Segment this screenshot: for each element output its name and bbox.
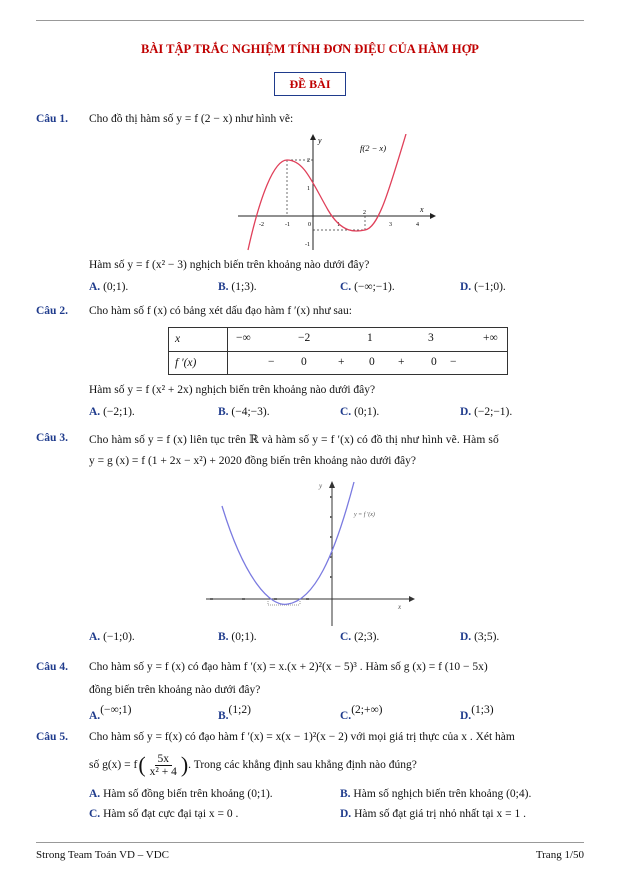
sign-table-x-value: −2 xyxy=(298,332,311,344)
document-title: BÀI TẬP TRẮC NGHIỆM TÍNH ĐƠN ĐIỆU CỦA HÀM HỢP xyxy=(141,42,479,56)
q5-text: Cho hàm số y = f(x) có đạo hàm f ′(x) = x(x − 1)²(x − 2) với mọi giá trị thực của x . Xét hàm xyxy=(89,731,515,743)
sign-table-sign: + xyxy=(338,355,345,368)
q1-tick: 1 xyxy=(337,222,340,228)
q5-fraction xyxy=(147,753,180,778)
q1-option-c-text: (−∞;−1). xyxy=(354,281,395,293)
q4-option-c-text: (2;+∞) xyxy=(351,704,383,716)
q1-option-c[interactable] xyxy=(340,281,395,293)
q4-label: Câu 4. xyxy=(36,661,68,673)
q3-x-arrow xyxy=(409,596,415,602)
q4-option-c[interactable] xyxy=(340,704,383,722)
q2-option-d-letter: D. xyxy=(460,406,472,418)
q4-text-2: đồng biến trên khoảng nào dưới đây? xyxy=(89,684,261,696)
q5-option-c-letter: C. xyxy=(89,808,101,820)
q1-x-arrow xyxy=(430,213,436,219)
q4-option-d[interactable] xyxy=(460,704,494,722)
q1-y-axis-label: y xyxy=(318,136,322,145)
q3-option-c-text: (2;3). xyxy=(354,631,380,643)
q3-y-axis-label: y xyxy=(319,482,323,490)
q1-option-d[interactable] xyxy=(460,281,506,293)
q1-text: Cho đồ thị hàm số y = f (2 − x) như hình vẽ: xyxy=(89,113,294,125)
q2-option-c-letter: C. xyxy=(340,406,352,418)
q2-label: Câu 2. xyxy=(36,305,68,317)
q3-tick xyxy=(330,516,332,518)
q5-option-c[interactable] xyxy=(89,808,238,820)
q1-option-b[interactable] xyxy=(218,281,257,293)
q1-tick: 0 xyxy=(308,222,311,228)
q5-option-b-letter: B. xyxy=(340,788,351,800)
q5-paren-left: ( xyxy=(138,752,146,777)
q1-question: Hàm số y = f (x² − 3) nghịch biến trên khoảng nào dưới đây? xyxy=(89,259,370,271)
q5-text-2-post: . Trong các khẳng định sau khẳng định nào đúng? xyxy=(188,759,417,771)
sign-table xyxy=(168,327,508,375)
sign-table-x-value: −∞ xyxy=(236,332,251,344)
sign-table-sign: 0 xyxy=(431,355,437,368)
q3-x-axis-label: x xyxy=(398,603,402,611)
sign-table-fprime-head: f ′(x) xyxy=(169,351,228,375)
q3-text: Cho hàm số y = f (x) liên tục trên ℝ và hàm số y = f ′(x) có đồ thị như hình vẽ. Hàm số xyxy=(89,434,499,446)
q5-frac-den: x² + 4 xyxy=(149,765,177,778)
q2-option-a-letter: A. xyxy=(89,406,101,418)
q3-y-arrow xyxy=(329,481,335,488)
q3-option-d-text: (3;5). xyxy=(474,631,500,643)
q3-tick xyxy=(242,598,245,600)
footer-page-number: Trang 1/50 xyxy=(535,849,584,861)
q4-option-d-text: (1;3) xyxy=(471,704,494,716)
q3-option-d[interactable] xyxy=(460,631,499,643)
q4-option-a-letter: A. xyxy=(89,710,101,722)
q4-option-c-letter: C. xyxy=(340,710,352,722)
q1-x-axis-label: x xyxy=(420,205,424,214)
q5-label: Câu 5. xyxy=(36,731,68,743)
q1-option-b-letter: B. xyxy=(218,281,229,293)
q2-option-c-text: (0;1). xyxy=(354,406,380,418)
q4-option-d-letter: D. xyxy=(460,710,472,722)
q3-option-a-text: (−1;0). xyxy=(103,631,135,643)
q3-option-b[interactable] xyxy=(218,631,257,643)
q2-question: Hàm số y = f (x² + 2x) nghịch biến trên khoảng nào dưới đây? xyxy=(89,384,376,396)
q1-tick: -2 xyxy=(259,222,264,228)
q5-option-d[interactable] xyxy=(340,808,526,820)
q3-label: Câu 3. xyxy=(36,432,68,444)
q3-tick xyxy=(210,598,213,600)
q1-option-a[interactable] xyxy=(89,281,128,293)
footer-rule xyxy=(36,842,584,843)
sign-table-sign: 0 xyxy=(301,355,307,368)
q1-tick: -1 xyxy=(305,242,310,248)
q1-option-b-text: (1;3). xyxy=(231,281,257,293)
q5-option-d-text: Hàm số đạt giá trị nhỏ nhất tại x = 1 . xyxy=(354,808,526,820)
q4-option-b-letter: B. xyxy=(218,710,229,722)
q1-option-d-text: (−1;0). xyxy=(474,281,506,293)
q4-option-a-text: (−∞;1) xyxy=(100,704,132,716)
q2-option-d-text: (−2;−1). xyxy=(474,406,513,418)
q1-tick: 1 xyxy=(307,186,310,192)
q1-label: Câu 1. xyxy=(36,113,68,125)
q2-option-b-text: (−4;−3). xyxy=(231,406,270,418)
q5-paren-right: ) xyxy=(180,752,189,777)
q5-option-a[interactable] xyxy=(89,788,273,800)
q4-option-b[interactable] xyxy=(218,704,251,722)
q1-option-a-letter: A. xyxy=(89,281,101,293)
footer-left: Strong Team Toán VD – VDC xyxy=(36,849,170,861)
q3-tick xyxy=(330,576,332,578)
sign-table-sign: 0 xyxy=(369,355,375,368)
q2-text: Cho hàm số f (x) có bảng xét dấu đạo hàm f ′(x) như sau: xyxy=(89,305,352,317)
q2-option-a[interactable] xyxy=(89,406,135,418)
sign-table-x-value: +∞ xyxy=(483,332,498,344)
sign-table-x-value: 3 xyxy=(428,332,434,344)
sign-table-x-head: x xyxy=(169,328,228,352)
q3-option-c[interactable] xyxy=(340,631,379,643)
q1-option-d-letter: D. xyxy=(460,281,472,293)
q1-tick: 2 xyxy=(363,210,366,216)
q1-tick: 2 xyxy=(307,158,310,164)
q3-option-d-letter: D. xyxy=(460,631,472,643)
q5-frac-num: 5x xyxy=(155,753,173,766)
q2-option-b[interactable] xyxy=(218,406,270,418)
q3-tick xyxy=(306,598,309,600)
q1-option-a-text: (0;1). xyxy=(103,281,129,293)
q2-option-c[interactable] xyxy=(340,406,379,418)
q3-tick xyxy=(330,536,332,538)
q3-option-b-text: (0;1). xyxy=(231,631,257,643)
q2-option-d[interactable] xyxy=(460,406,512,418)
q5-option-b[interactable] xyxy=(340,788,531,800)
q5-option-c-text: Hàm số đạt cực đại tại x = 0 . xyxy=(103,808,239,820)
q5-option-b-text: Hàm số nghịch biến trên khoảng (0;4). xyxy=(353,788,532,800)
q3-tick xyxy=(330,496,332,498)
sign-table-fprime-row xyxy=(228,351,508,375)
q1-tick: 3 xyxy=(389,222,392,228)
section-label: ĐỀ BÀI xyxy=(274,72,346,96)
q1-graph xyxy=(238,134,438,252)
q4-option-b-text: (1;2) xyxy=(228,704,251,716)
sign-table-x-value: 1 xyxy=(367,332,373,344)
sign-table-sign: − xyxy=(450,355,457,368)
q3-tick xyxy=(274,598,277,600)
q1-func-label: f(2 − x) xyxy=(360,143,387,153)
q4-text: Cho hàm số y = f (x) có đạo hàm f ′(x) = x.(x + 2)²(x − 5)³ . Hàm số g (x) = f (10 − 5x) xyxy=(89,661,488,673)
q2-option-b-letter: B. xyxy=(218,406,229,418)
sign-table-sign: − xyxy=(268,355,275,368)
q3-text-2: y = g (x) = f (1 + 2x − x²) + 2020 đồng biến trên khoảng nào dưới đây? xyxy=(89,455,417,467)
q1-tick: -1 xyxy=(285,222,290,228)
q3-option-c-letter: C. xyxy=(340,631,352,643)
top-rule xyxy=(36,20,584,21)
q4-option-a[interactable] xyxy=(89,704,132,722)
q5-option-a-text: Hàm số đồng biến trên khoảng (0;1). xyxy=(103,788,273,800)
q3-curve xyxy=(222,482,354,604)
q3-option-b-letter: B. xyxy=(218,631,229,643)
q3-graph xyxy=(204,478,416,628)
q3-option-a-letter: A. xyxy=(89,631,101,643)
sign-table-x-row xyxy=(228,328,508,352)
q1-y-arrow xyxy=(310,134,316,140)
q1-tick: 4 xyxy=(416,222,419,228)
q3-func-label: y = f ′(x) xyxy=(354,512,375,518)
q5-option-a-letter: A. xyxy=(89,788,101,800)
q2-option-a-text: (−2;1). xyxy=(103,406,135,418)
q5-option-d-letter: D. xyxy=(340,808,352,820)
q1-option-c-letter: C. xyxy=(340,281,352,293)
q3-option-a[interactable] xyxy=(89,631,135,643)
q5-line-2 xyxy=(89,748,417,782)
q5-text-2-pre: số g(x) = f xyxy=(89,759,138,771)
sign-table-sign: + xyxy=(398,355,405,368)
